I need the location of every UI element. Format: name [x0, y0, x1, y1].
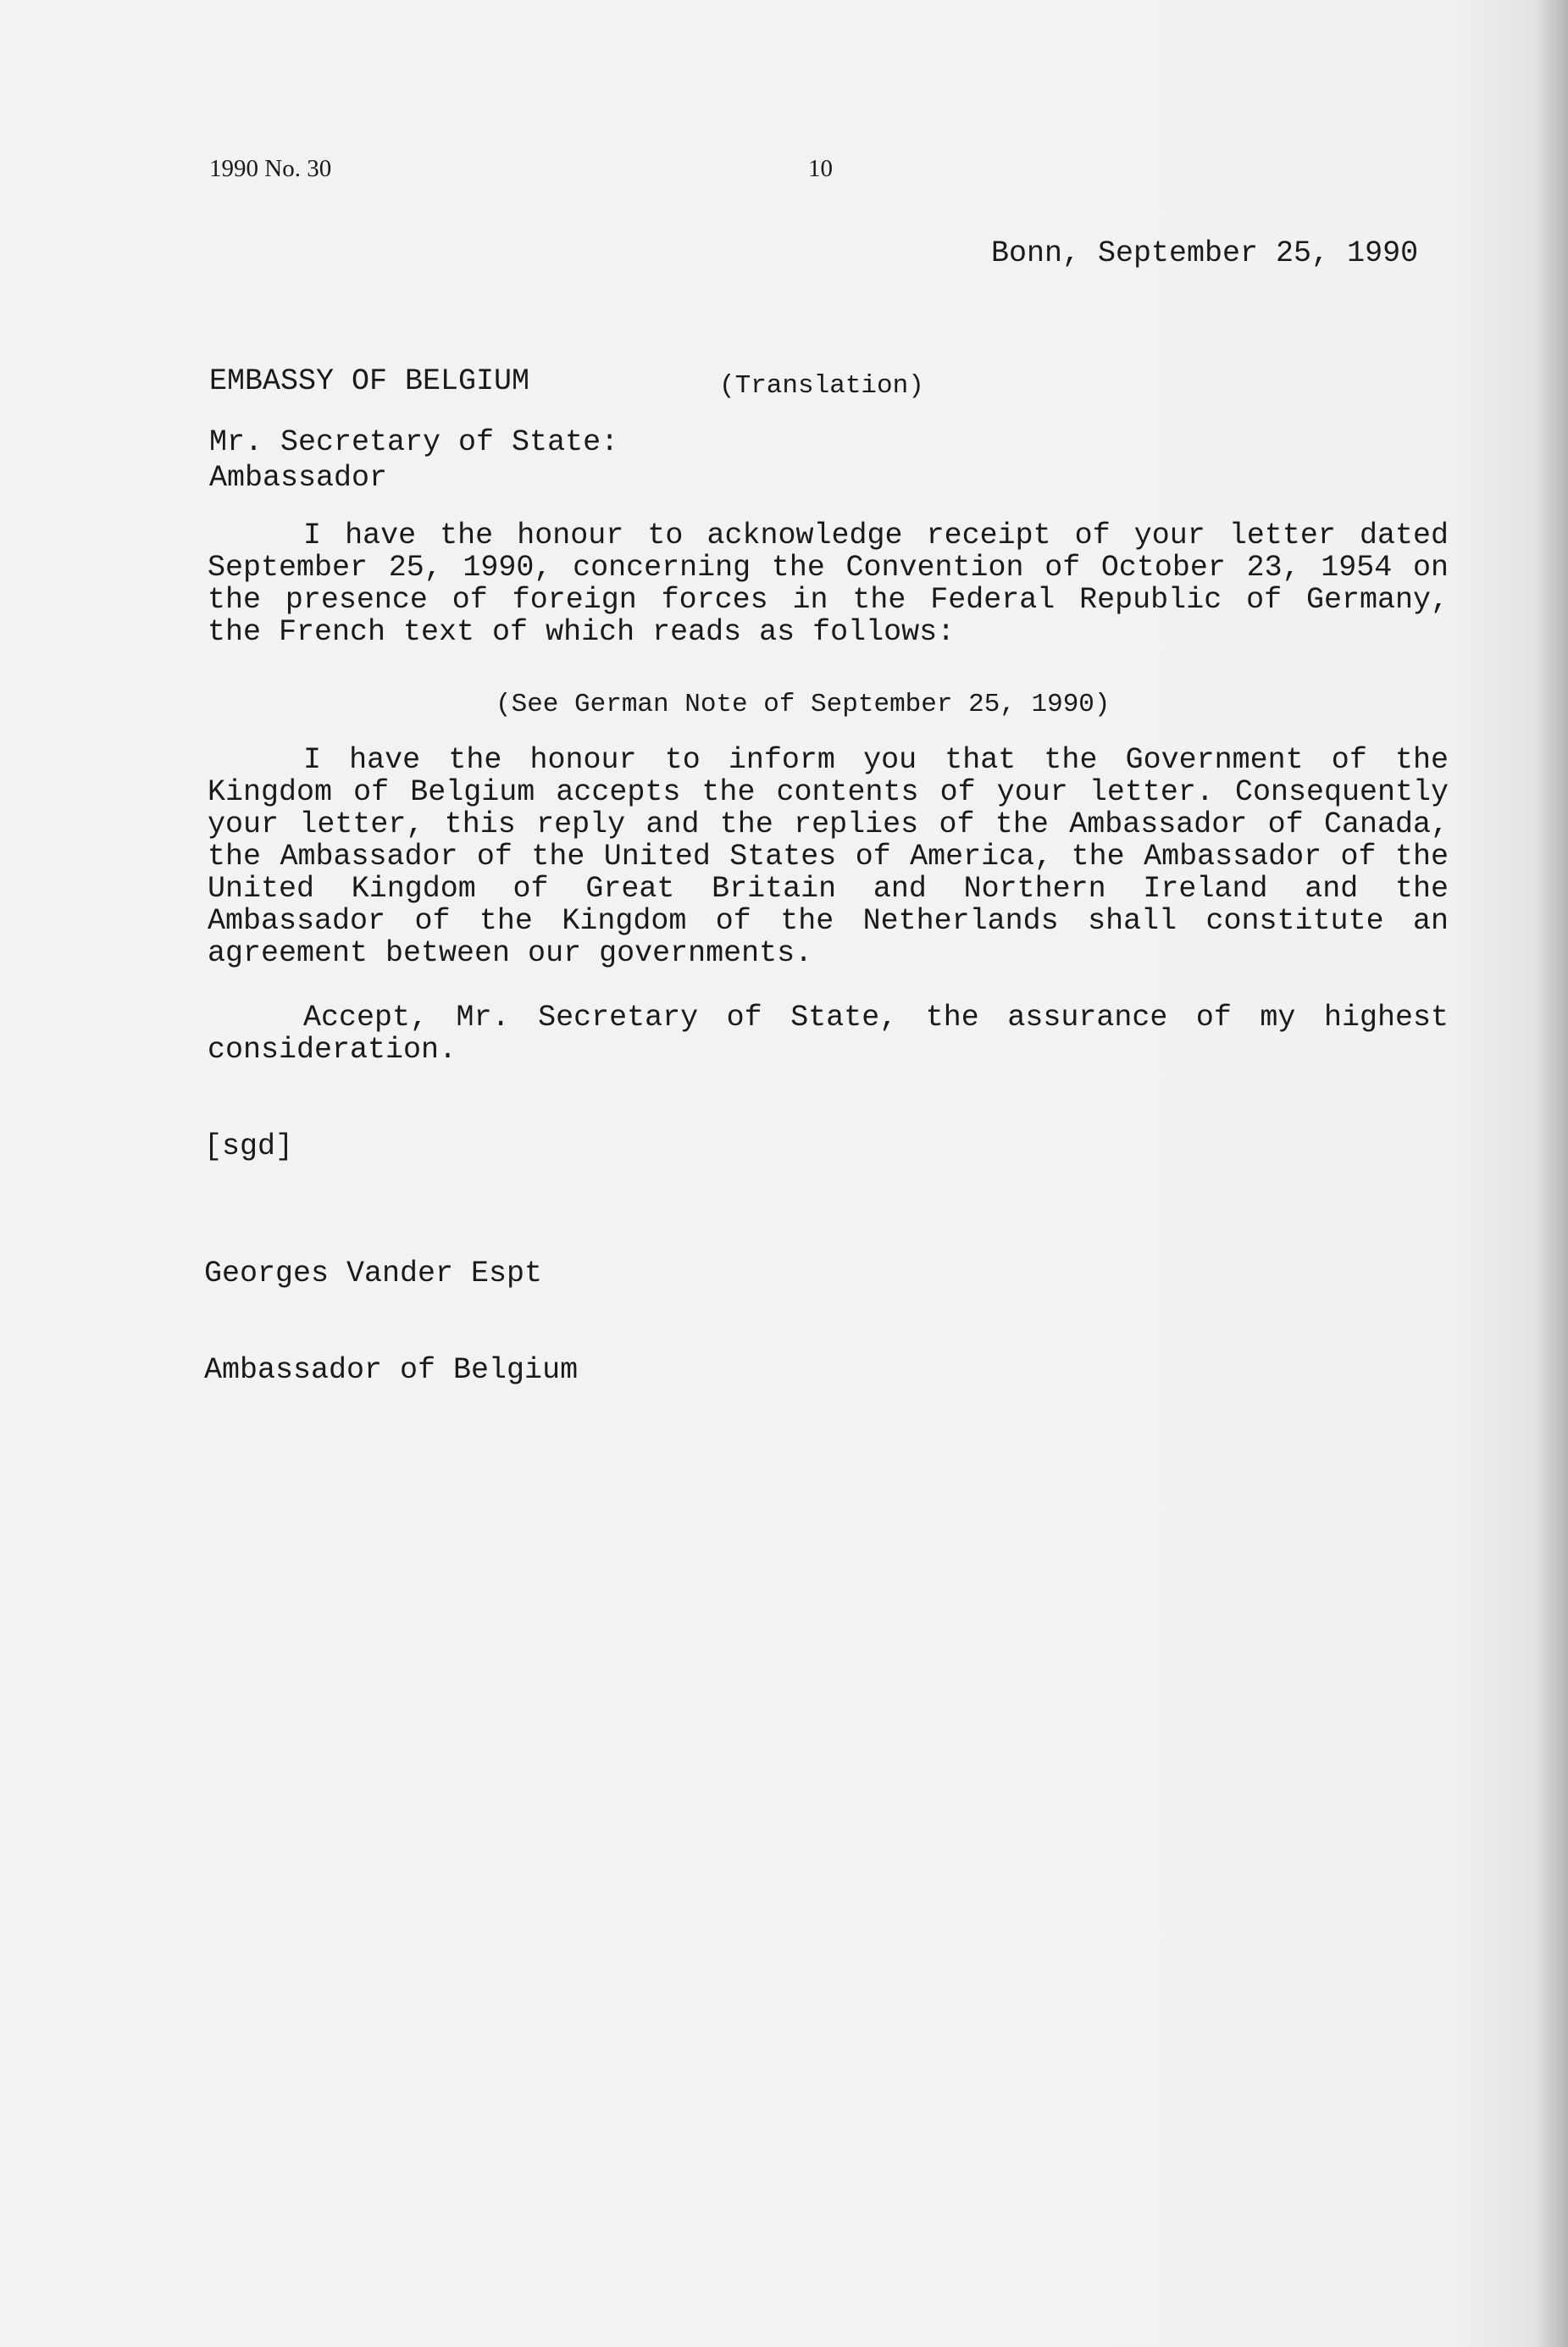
body-paragraph-3 — [208, 1001, 1449, 1066]
translation-note: (Translation) — [719, 371, 924, 401]
signer-title: Ambassador of Belgium — [204, 1353, 579, 1387]
see-note-reference: (See German Note of September 25, 1990) — [496, 690, 1111, 719]
body-paragraph-2 — [208, 744, 1449, 969]
page-binding-edge — [1536, 0, 1568, 2347]
body-paragraph-1 — [208, 519, 1449, 648]
treaty-reference: 1990 No. 30 — [209, 155, 332, 182]
sender-embassy: EMBASSY OF BELGIUM — [209, 364, 530, 398]
salutation: Mr. Secretary of State: — [209, 425, 619, 459]
paragraph-2-text: I have the honour to inform you that the Government of the Kingdom of Belgium accepts the contents of your letter. Consequently your letter, this reply and the replies of the Ambassador of Canada, the Ambassador of the United States of America, the Ambassador of the United Kingdom of Great Britain and Northern Ireland and the Ambassador of the Kingdom of the Netherlands shall constitute an agreement between our governments. — [208, 743, 1449, 970]
paragraph-1-text: I have the honour to acknowledge receipt of your letter dated September 25, 1990, concerning the Convention of October 23, 1954 on the presence of foreign forces in the Federal Republic of Germany, the French text of which reads as follows: — [208, 519, 1449, 649]
page-number: 10 — [808, 155, 833, 182]
signer-name: Georges Vander Espt — [204, 1257, 543, 1290]
paragraph-3-text: Accept, Mr. Secretary of State, the assurance of my highest consideration. — [208, 1001, 1449, 1067]
signer-block — [204, 1193, 578, 1451]
place-and-date: Bonn, September 25, 1990 — [991, 236, 1419, 270]
signature-mark: [sgd] — [204, 1129, 294, 1163]
sender-title: Ambassador — [209, 461, 388, 495]
